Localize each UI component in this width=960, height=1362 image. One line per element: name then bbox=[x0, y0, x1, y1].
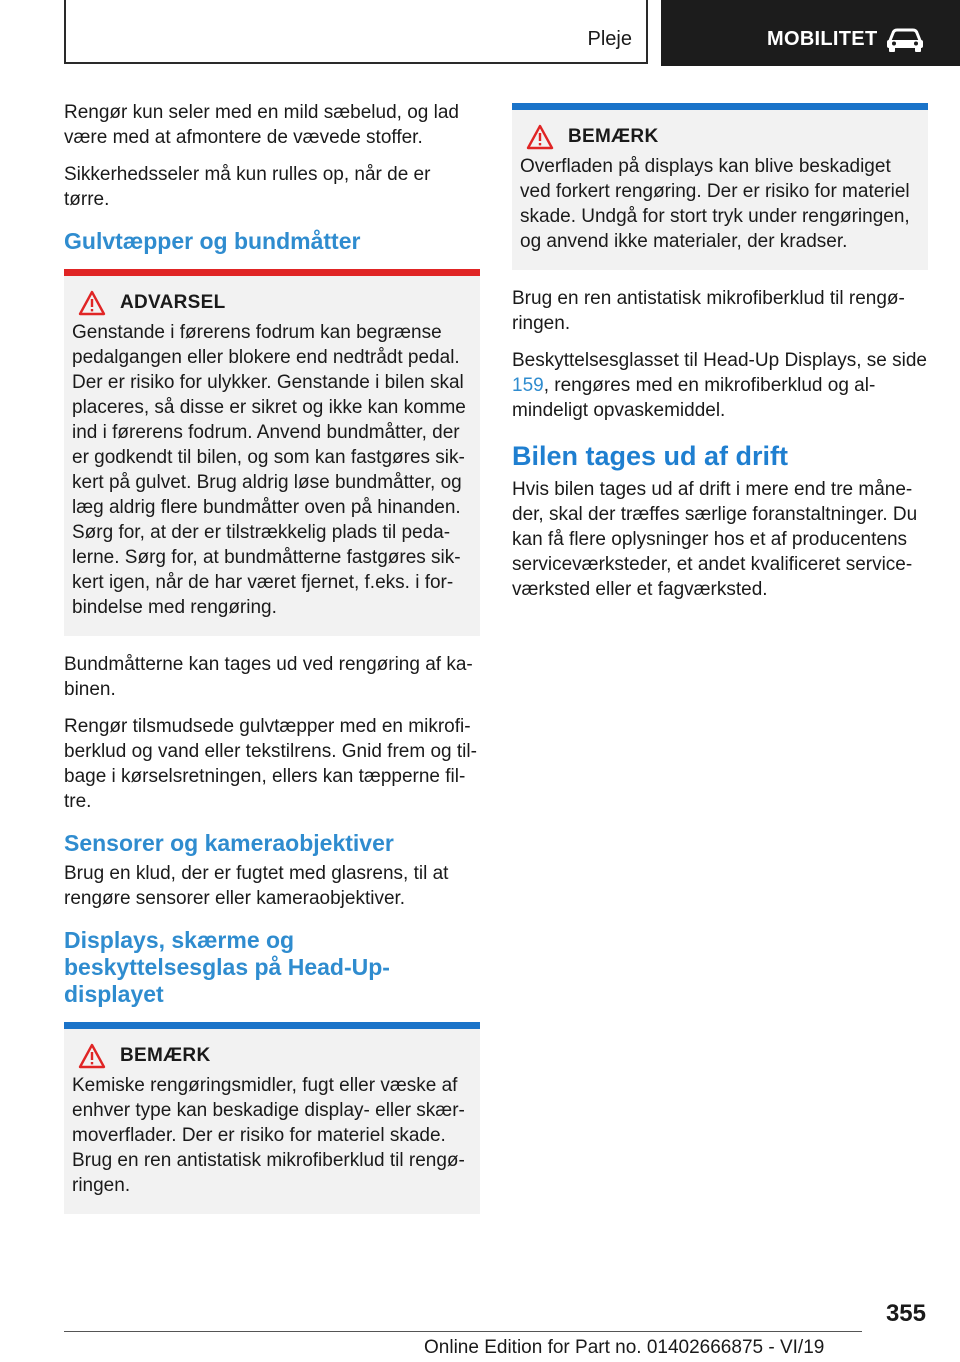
header-section-box bbox=[64, 0, 648, 64]
note-text-right: Overfladen på displays kan blive beskadiget ved forkert rengøring. Der er risiko for materiel skade. Undgå for stort tryk under rengøringen, og anvend ikke materialer, der kradser. bbox=[520, 156, 910, 252]
hud-text-before: Beskyttelsesglasset til Head-Up Displays, se side bbox=[512, 350, 928, 371]
footer-divider bbox=[64, 1331, 862, 1332]
belt-cleaning-paragraph: Rengør kun seler med en mild sæbelud, og lad være med at afmontere de vævede stoffer. bbox=[64, 102, 459, 148]
page-number: 355 bbox=[885, 1300, 926, 1327]
header-chapter-title: MOBILITET bbox=[767, 28, 878, 50]
car-icon bbox=[885, 25, 925, 53]
header-chapter-box bbox=[661, 0, 960, 66]
warning-triangle-icon bbox=[78, 1043, 106, 1069]
floor-mats-paragraph-1: Bundmåtterne kan tages ud ved rengøring af kabinen. bbox=[64, 654, 473, 700]
hud-glass-paragraph bbox=[512, 348, 928, 423]
heading-floor-mats: Gulvtæpper og bundmåtter bbox=[64, 228, 361, 254]
decommission-paragraph: Hvis bilen tages ud af drift i mere end tre måneder, skal der træffes særlige foranstaltninger. Du kan få flere oplysninger hos et af producentens serviceværksteder, et andet kvalificeret serviceværksted eller et fagværksted. bbox=[512, 479, 918, 600]
edition-note: Online Edition for Part no. 01402666875 - VI/19 bbox=[424, 1337, 825, 1358]
warning-triangle-icon bbox=[78, 290, 106, 316]
right-column bbox=[512, 100, 928, 614]
warning-triangle-icon bbox=[526, 124, 554, 150]
note-head-left bbox=[72, 1043, 472, 1069]
heading-sensors: Sensorer og kameraobjektiver bbox=[64, 830, 394, 856]
header-section-title: Pleje bbox=[587, 28, 632, 50]
note-title-right: BEMÆRK bbox=[568, 126, 659, 147]
warning-box bbox=[64, 269, 480, 636]
warning-head bbox=[72, 290, 472, 316]
left-column bbox=[64, 100, 480, 1230]
floor-mats-paragraph-2: Rengør tilsmudsede gulvtæpper med en mikrofiberklud og vand eller tekstilrens. Gnid frem og tilbage i kørselsretningen, ellers kan tæpperne filtre. bbox=[64, 716, 477, 812]
warning-title: ADVARSEL bbox=[120, 292, 226, 313]
heading-displays: Displays, skærme og beskyttelsesglas på Head-Up-displayet bbox=[64, 927, 390, 1007]
note-box-right bbox=[512, 103, 928, 270]
display-cleaning-paragraph: Brug en ren antistatisk mikrofiberklud til rengøringen. bbox=[512, 288, 905, 334]
heading-decommission: Bilen tages ud af drift bbox=[512, 441, 789, 471]
sensors-paragraph: Brug en klud, der er fugtet med glasrens, til at rengøre sensorer eller kameraobjektiver. bbox=[64, 863, 449, 909]
note-head-right bbox=[520, 124, 920, 150]
note-title-left: BEMÆRK bbox=[120, 1045, 211, 1066]
warning-text: Genstande i førerens fodrum kan begrænse pedalgangen eller blokere end nedtrådt pedal. Der er risiko for ulykker. Genstande i bilen skal placeres, så disse er sikret og ikke kan komme ind i førerens fodrum. Anvend bundmåtter, der er godkendt til bilen, og som kan fastgøres sikkert på gulvet. Brug aldrig løse bundmåtter, og læg aldrig flere bundmåtter oven på hinanden. Sørg for, at der er tilstrækkelig plads til pedalerne. Sørg for, at bundmåtterne fastgøres sikkert igen, når de har været fjernet, f.eks. i forbindelse med rengøring. bbox=[72, 322, 466, 618]
page-reference-link[interactable]: 159 bbox=[512, 375, 544, 396]
note-box-left bbox=[64, 1022, 480, 1214]
belt-drying-paragraph: Sikkerhedsseler må kun rulles op, når de er tørre. bbox=[64, 164, 431, 210]
note-text-left: Kemiske rengøringsmidler, fugt eller væske af enhver type kan beskadige display- eller skærmoverflader. Der er risiko for materiel skade. Brug en ren antistatisk mikrofiberklud til rengøringen. bbox=[72, 1075, 465, 1196]
hud-text-after: , rengøres med en mikrofiberklud og almindeligt opvaskemiddel. bbox=[512, 375, 876, 421]
